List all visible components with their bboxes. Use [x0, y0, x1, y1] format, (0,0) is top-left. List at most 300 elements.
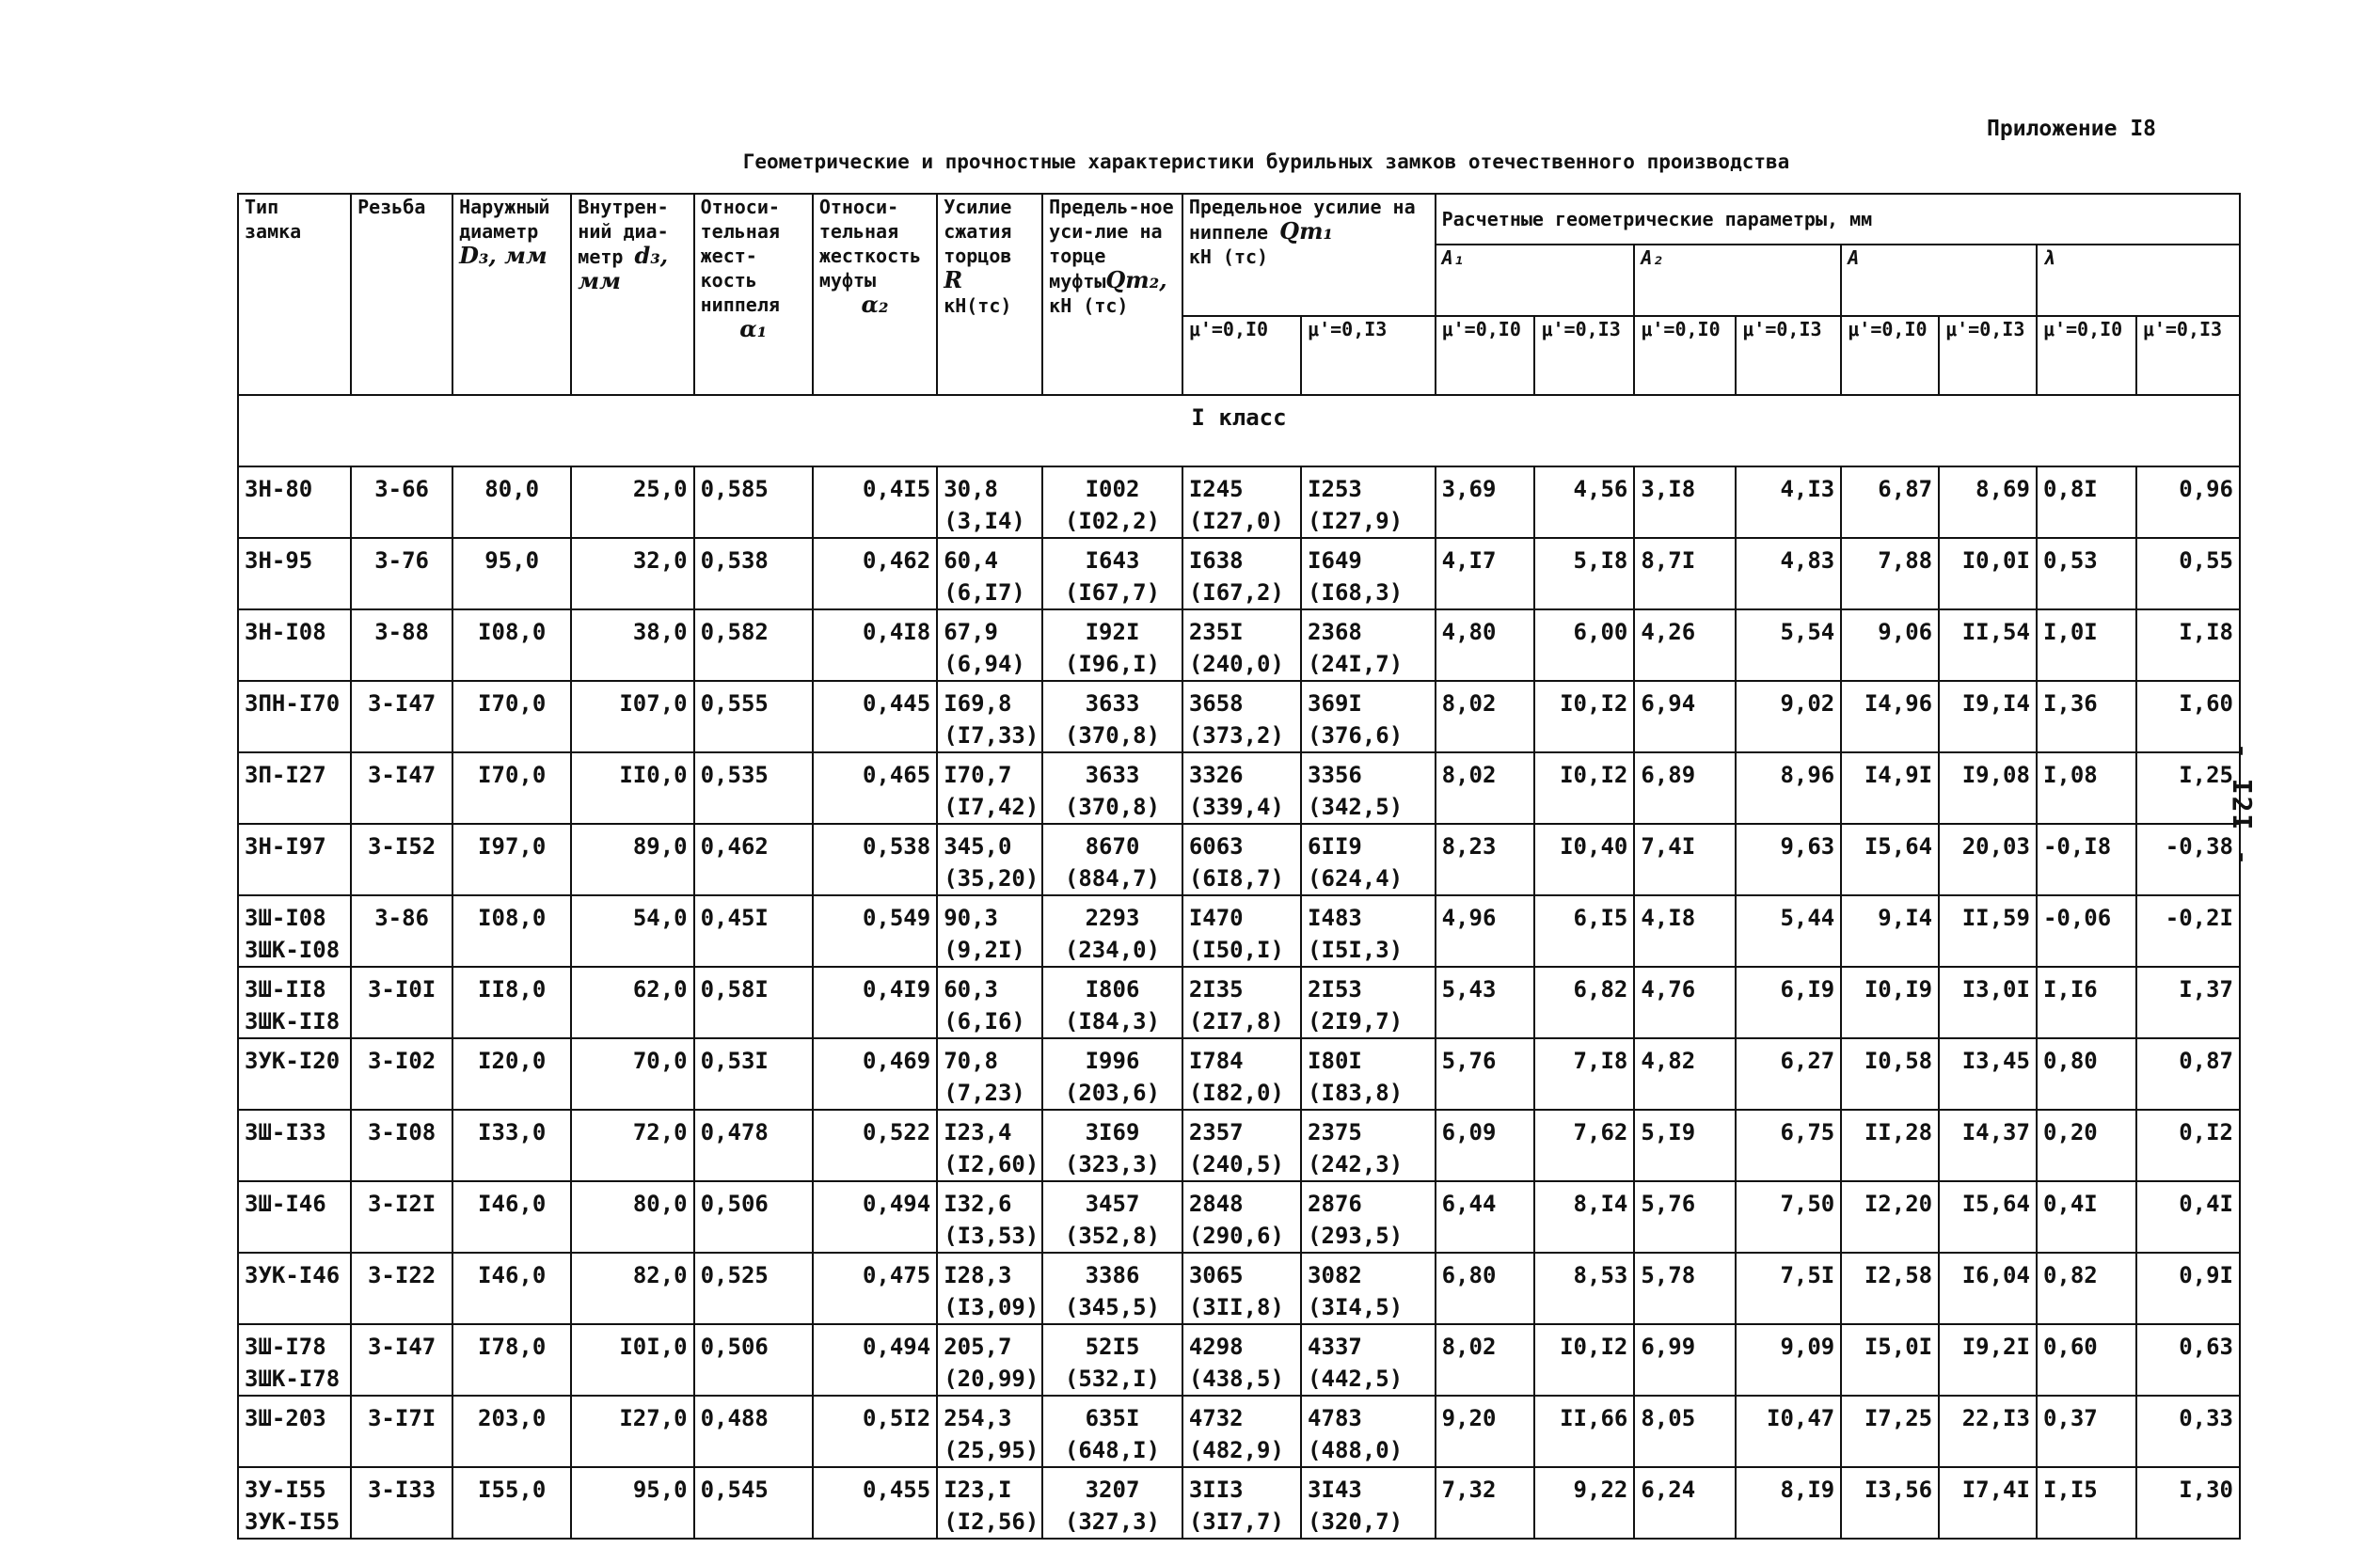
cell-a2-013: [1736, 824, 1841, 895]
cell-alpha2: [813, 967, 937, 1038]
cell-thread: [351, 967, 452, 1038]
cell-alpha1: [694, 1038, 813, 1110]
cell-alpha1: [694, 1110, 813, 1181]
cell-outer-diameter-value: I46,0: [478, 1191, 547, 1217]
cell-a-013-value: I9,I4: [1961, 690, 2030, 717]
cell-alpha1-value: 0,538: [700, 547, 769, 574]
cell-limit-nipple-010-value: 3326: [1188, 762, 1244, 788]
cell-alpha1-value: 0,58I: [700, 976, 769, 1003]
cell-a1-010-value: 4,80: [1441, 619, 1497, 645]
cell-lambda-010: [2037, 1038, 2136, 1110]
cell-a1-013: [1534, 538, 1634, 609]
cell-alpha2-value: 0,4I9: [862, 976, 931, 1003]
cell-limit-coupling-secondary: (370,8): [1064, 722, 1161, 749]
cell-thread-value: З-86: [374, 905, 429, 931]
cell-outer-diameter: [452, 1181, 571, 1253]
cell-a2-010-value: 4,26: [1641, 619, 1696, 645]
cell-a1-010: [1436, 967, 1535, 1038]
cell-limit-nipple-013: [1301, 1467, 1436, 1539]
cell-clamp-force-value: 345,0: [944, 833, 1012, 860]
cell-a2-010-value: 8,7I: [1641, 547, 1696, 574]
cell-alpha1: [694, 1181, 813, 1253]
cell-limit-nipple-010-secondary: (240,5): [1188, 1151, 1284, 1177]
cell-a1-010: [1436, 681, 1535, 752]
cell-lambda-013-value: -0,2I: [2165, 905, 2233, 931]
cell-a2-010-value: 6,24: [1641, 1477, 1696, 1503]
cell-lambda-013: [2136, 1253, 2240, 1324]
cell-type: [238, 1110, 351, 1181]
cell-alpha2: [813, 609, 937, 681]
cell-lambda-013-value: I,I8: [2179, 619, 2233, 645]
cell-alpha2: [813, 538, 937, 609]
cell-a2-013: [1736, 1253, 1841, 1324]
cell-lambda-013-value: I,60: [2179, 690, 2233, 717]
cell-a2-010-value: 6,89: [1641, 762, 1696, 788]
cell-clamp-force: [937, 1181, 1042, 1253]
cell-limit-nipple-010-secondary: (438,5): [1188, 1366, 1284, 1392]
cell-limit-nipple-013-value: 3356: [1308, 762, 1362, 788]
cell-clamp-force-value: 60,3: [944, 976, 998, 1003]
table-row: [238, 895, 2240, 967]
cell-alpha2-value: 0,494: [862, 1191, 931, 1217]
cell-thread-value: З-I33: [367, 1477, 436, 1503]
cell-clamp-force-secondary: (6,I6): [944, 1008, 1025, 1035]
cell-inner-diameter: [571, 1038, 693, 1110]
cell-limit-nipple-010-secondary: (I82,0): [1188, 1080, 1284, 1106]
cell-clamp-force-secondary: (I7,42): [944, 794, 1039, 820]
cell-a-013-value: I3,0I: [1961, 976, 2030, 1003]
cell-type-value: ЗН-95: [245, 547, 313, 574]
cell-a1-010-value: 8,23: [1441, 833, 1497, 860]
cell-lambda-013: [2136, 466, 2240, 538]
cell-type: [238, 1038, 351, 1110]
cell-limit-nipple-013-secondary: (I68,3): [1308, 579, 1404, 606]
cell-limit-coupling-value: I92I: [1085, 619, 1140, 645]
cell-limit-nipple-013-value: I253: [1308, 476, 1362, 502]
cell-a-013-value: II,59: [1961, 905, 2030, 931]
cell-limit-nipple-013-value: 2876: [1308, 1191, 1362, 1217]
cell-outer-diameter: [452, 1110, 571, 1181]
cell-a2-010: [1634, 466, 1736, 538]
cell-lambda-013-value: 0,63: [2179, 1334, 2233, 1360]
cell-limit-coupling: [1042, 895, 1182, 967]
cell-lambda-010-value: 0,8I: [2042, 476, 2098, 502]
cell-a-010: [1841, 1038, 1939, 1110]
cell-a2-010: [1634, 1253, 1736, 1324]
cell-inner-diameter-value: I07,0: [619, 690, 688, 717]
cell-limit-coupling: [1042, 1038, 1182, 1110]
cell-a-013-value: 22,I3: [1961, 1405, 2030, 1431]
cell-outer-diameter-value: 95,0: [484, 547, 540, 574]
cell-type: [238, 1467, 351, 1539]
cell-limit-coupling-value: 52I5: [1085, 1334, 1140, 1360]
table-row: [238, 1181, 2240, 1253]
cell-limit-nipple-013: [1301, 895, 1436, 967]
cell-a1-010-value: 4,I7: [1441, 547, 1497, 574]
cell-a1-013-value: II,66: [1560, 1405, 1628, 1431]
cell-limit-nipple-010-value: I470: [1188, 905, 1244, 931]
cell-clamp-force-secondary: (I3,53): [944, 1223, 1039, 1249]
cell-lambda-010: [2037, 466, 2136, 538]
table-row: [238, 538, 2240, 609]
side-page-number: - I2I -: [2227, 743, 2258, 868]
cell-lambda-013: [2136, 538, 2240, 609]
cell-limit-coupling-value: 8670: [1085, 833, 1140, 860]
cell-thread-value: З-I52: [367, 833, 436, 860]
cell-outer-diameter-value: I97,0: [478, 833, 547, 860]
cell-a1-013-value: 8,53: [1573, 1262, 1628, 1288]
cell-thread-value: З-I7I: [367, 1405, 436, 1431]
cell-a-010: [1841, 681, 1939, 752]
cell-a1-010: [1436, 895, 1535, 967]
cell-alpha2-value: 0,549: [862, 905, 931, 931]
cell-a-010-value: II,28: [1864, 1119, 1933, 1145]
cell-type-value: ЗШ-I08: [245, 905, 326, 931]
cell-lambda-013-value: 0,96: [2179, 476, 2233, 502]
cell-thread: [351, 1396, 452, 1467]
cell-type: [238, 1253, 351, 1324]
cell-limit-coupling-secondary: (532,I): [1064, 1366, 1161, 1392]
cell-limit-nipple-013: [1301, 967, 1436, 1038]
cell-inner-diameter-value: I27,0: [619, 1405, 688, 1431]
cell-type: [238, 609, 351, 681]
cell-limit-coupling-secondary: (I67,7): [1064, 579, 1161, 606]
cell-type-value: ЗПН-I70: [245, 690, 341, 717]
cell-limit-nipple-010: [1182, 1253, 1301, 1324]
cell-inner-diameter: [571, 1110, 693, 1181]
cell-a1-010: [1436, 1038, 1535, 1110]
cell-limit-coupling-value: I643: [1085, 547, 1140, 574]
cell-a1-013: [1534, 1396, 1634, 1467]
cell-a-010-value: 7,88: [1878, 547, 1933, 574]
cell-alpha1: [694, 1324, 813, 1396]
cell-a-010: [1841, 538, 1939, 609]
cell-lambda-010-value: 0,82: [2042, 1262, 2098, 1288]
cell-thread-value: З-I2I: [367, 1191, 436, 1217]
cell-limit-nipple-010: [1182, 1110, 1301, 1181]
cell-a-010: [1841, 967, 1939, 1038]
cell-type: [238, 466, 351, 538]
cell-thread: [351, 824, 452, 895]
cell-limit-coupling-secondary: (I02,2): [1064, 508, 1161, 534]
table-row: [238, 824, 2240, 895]
cell-limit-nipple-013-value: 2375: [1308, 1119, 1362, 1145]
cell-type-value: ЗШ-203: [245, 1405, 326, 1431]
cell-a2-013: [1736, 1396, 1841, 1467]
cell-limit-nipple-010-secondary: (I50,I): [1188, 937, 1284, 963]
cell-limit-coupling-value: 3207: [1085, 1477, 1140, 1503]
cell-limit-coupling: [1042, 1467, 1182, 1539]
cell-a-013: [1939, 1181, 2037, 1253]
cell-a1-013-value: 6,I5: [1573, 905, 1628, 931]
cell-type-value: ЗШ-II8: [245, 976, 326, 1003]
cell-a2-013-value: 7,50: [1780, 1191, 1835, 1217]
cell-clamp-force-value: 254,3: [944, 1405, 1012, 1431]
cell-thread-value: З-66: [374, 476, 429, 502]
cell-outer-diameter-value: II8,0: [478, 976, 547, 1003]
characteristics-table: [237, 193, 2241, 1540]
cell-limit-coupling: [1042, 538, 1182, 609]
cell-inner-diameter: [571, 538, 693, 609]
cell-a-013: [1939, 967, 2037, 1038]
cell-a-013: [1939, 824, 2037, 895]
cell-a2-013-value: 5,44: [1780, 905, 1835, 931]
header-geom-params: Расчетные геометрические параметры, мм: [1436, 194, 2240, 245]
cell-limit-nipple-010-value: 6063: [1188, 833, 1244, 860]
table-row: [238, 1253, 2240, 1324]
cell-inner-diameter: [571, 1253, 693, 1324]
cell-limit-nipple-013-secondary: (488,0): [1308, 1437, 1404, 1463]
header-outer-diameter: Наружный диаметр D₃, мм: [452, 194, 571, 395]
cell-alpha1: [694, 681, 813, 752]
cell-limit-nipple-013: [1301, 466, 1436, 538]
cell-limit-coupling: [1042, 681, 1182, 752]
cell-a-013-value: I0,0I: [1961, 547, 2030, 574]
cell-lambda-010: [2037, 1253, 2136, 1324]
cell-clamp-force-value: 90,3: [944, 905, 998, 931]
cell-limit-coupling-value: 3386: [1085, 1262, 1140, 1288]
cell-outer-diameter-value: I20,0: [478, 1048, 547, 1074]
cell-a2-010-value: 5,78: [1641, 1262, 1696, 1288]
cell-limit-coupling-value: 3I69: [1085, 1119, 1140, 1145]
cell-thread: [351, 895, 452, 967]
cell-clamp-force: [937, 1467, 1042, 1539]
table-row: [238, 681, 2240, 752]
cell-clamp-force-value: I32,6: [944, 1191, 1012, 1217]
cell-clamp-force-value: I28,3: [944, 1262, 1012, 1288]
cell-inner-diameter-value: 70,0: [632, 1048, 688, 1074]
cell-a1-013-value: 7,I8: [1573, 1048, 1628, 1074]
cell-limit-coupling-value: I806: [1085, 976, 1140, 1003]
table-row: [238, 1467, 2240, 1539]
cell-a-010: [1841, 1467, 1939, 1539]
cell-limit-nipple-010-value: 3II3: [1188, 1477, 1244, 1503]
cell-clamp-force-secondary: (9,2I): [944, 937, 1025, 963]
cell-a2-013-value: I0,47: [1767, 1405, 1835, 1431]
cell-lambda-010: [2037, 824, 2136, 895]
cell-a-013: [1939, 752, 2037, 824]
cell-a1-013-value: 9,22: [1573, 1477, 1628, 1503]
cell-thread: [351, 538, 452, 609]
cell-alpha1-value: 0,506: [700, 1334, 769, 1360]
cell-a2-013: [1736, 609, 1841, 681]
cell-lambda-013: [2136, 752, 2240, 824]
header-a-mu-013: μ'=0,I3: [1939, 316, 2037, 395]
cell-limit-nipple-010: [1182, 1038, 1301, 1110]
cell-alpha1: [694, 1253, 813, 1324]
cell-lambda-013-value: 0,9I: [2179, 1262, 2233, 1288]
cell-thread: [351, 1467, 452, 1539]
cell-type-value: ЗН-I97: [245, 833, 326, 860]
cell-limit-coupling-secondary: (327,3): [1064, 1509, 1161, 1535]
cell-a1-010-value: 6,09: [1441, 1119, 1497, 1145]
cell-a-010: [1841, 895, 1939, 967]
cell-thread: [351, 752, 452, 824]
cell-inner-diameter-value: 72,0: [632, 1119, 688, 1145]
cell-inner-diameter-value: 54,0: [632, 905, 688, 931]
cell-type-value: ЗП-I27: [245, 762, 326, 788]
cell-alpha1: [694, 752, 813, 824]
cell-clamp-force-value: I23,4: [944, 1119, 1012, 1145]
cell-a2-013-value: 6,I9: [1780, 976, 1835, 1003]
cell-limit-coupling: [1042, 466, 1182, 538]
cell-alpha1-value: 0,582: [700, 619, 769, 645]
cell-a2-010: [1634, 824, 1736, 895]
cell-a1-010-value: 6,80: [1441, 1262, 1497, 1288]
cell-alpha2: [813, 752, 937, 824]
cell-a1-010-value: 4,96: [1441, 905, 1497, 931]
cell-thread: [351, 1110, 452, 1181]
header-inner-diameter: Внутрен-ний диа-метр d₃, мм: [571, 194, 693, 395]
cell-limit-coupling: [1042, 1110, 1182, 1181]
cell-alpha1-value: 0,525: [700, 1262, 769, 1288]
cell-a1-013: [1534, 967, 1634, 1038]
cell-alpha2: [813, 1038, 937, 1110]
cell-lambda-013: [2136, 1038, 2240, 1110]
cell-limit-nipple-010-secondary: (3II,8): [1188, 1294, 1284, 1320]
table-row: [238, 1324, 2240, 1396]
cell-a1-013-value: I0,40: [1560, 833, 1628, 860]
cell-limit-nipple-013-secondary: (2I9,7): [1308, 1008, 1404, 1035]
cell-a1-010: [1436, 1467, 1535, 1539]
cell-inner-diameter-value: II0,0: [619, 762, 688, 788]
cell-alpha1-value: 0,545: [700, 1477, 769, 1503]
cell-lambda-013: [2136, 1324, 2240, 1396]
cell-type-value: ЗН-80: [245, 476, 313, 502]
cell-a-010: [1841, 1110, 1939, 1181]
cell-outer-diameter-value: I78,0: [478, 1334, 547, 1360]
cell-lambda-013-value: 0,55: [2179, 547, 2233, 574]
cell-a1-010-value: 8,02: [1441, 690, 1497, 717]
cell-limit-nipple-013-secondary: (I83,8): [1308, 1080, 1404, 1106]
cell-limit-nipple-013: [1301, 752, 1436, 824]
cell-limit-coupling-value: 2293: [1085, 905, 1140, 931]
cell-thread: [351, 1253, 452, 1324]
cell-clamp-force-value: 70,8: [944, 1048, 998, 1074]
cell-type-secondary: ЗШК-II8: [245, 1008, 341, 1035]
cell-lambda-010-value: 0,53: [2042, 547, 2098, 574]
cell-clamp-force-secondary: (3,I4): [944, 508, 1025, 534]
cell-limit-nipple-013-value: 2I53: [1308, 976, 1362, 1003]
cell-a-010: [1841, 1253, 1939, 1324]
cell-outer-diameter: [452, 609, 571, 681]
cell-a1-010: [1436, 1324, 1535, 1396]
cell-limit-nipple-013-secondary: (342,5): [1308, 794, 1404, 820]
cell-limit-nipple-013-value: 2368: [1308, 619, 1362, 645]
cell-thread: [351, 466, 452, 538]
cell-lambda-010: [2037, 681, 2136, 752]
cell-alpha1: [694, 895, 813, 967]
cell-clamp-force-value: I69,8: [944, 690, 1012, 717]
cell-limit-nipple-010-secondary: (240,0): [1188, 651, 1284, 677]
cell-a-013: [1939, 1038, 2037, 1110]
cell-a-010: [1841, 1181, 1939, 1253]
cell-limit-nipple-013-value: 4337: [1308, 1334, 1362, 1360]
cell-type: [238, 681, 351, 752]
cell-limit-nipple-013-secondary: (24I,7): [1308, 651, 1404, 677]
cell-limit-coupling: [1042, 752, 1182, 824]
cell-alpha1-value: 0,488: [700, 1405, 769, 1431]
cell-lambda-013: [2136, 967, 2240, 1038]
cell-a2-010: [1634, 752, 1736, 824]
cell-lambda-013-value: 0,87: [2179, 1048, 2233, 1074]
cell-a-010-value: 9,I4: [1878, 905, 1933, 931]
table-row: [238, 752, 2240, 824]
cell-alpha1-value: 0,53I: [700, 1048, 769, 1074]
cell-limit-nipple-010: [1182, 609, 1301, 681]
cell-lambda-013: [2136, 1396, 2240, 1467]
cell-a-010-value: I2,58: [1864, 1262, 1933, 1288]
header-A: A: [1841, 245, 2037, 316]
cell-limit-nipple-010-value: I638: [1188, 547, 1244, 574]
cell-alpha2: [813, 895, 937, 967]
cell-alpha2: [813, 1396, 937, 1467]
cell-outer-diameter: [452, 1467, 571, 1539]
cell-limit-nipple-013-secondary: (I5I,3): [1308, 937, 1404, 963]
cell-limit-nipple-010-value: 2357: [1188, 1119, 1244, 1145]
cell-lambda-013-value: -0,38: [2165, 833, 2233, 860]
cell-a1-010-value: 6,44: [1441, 1191, 1497, 1217]
cell-lambda-010-value: -0,I8: [2042, 833, 2112, 860]
cell-limit-nipple-010-secondary: (339,4): [1188, 794, 1284, 820]
header-limit-force-nipple: Предельное усилие на ниппеле Qт₁ кН (тс): [1182, 194, 1436, 316]
cell-a2-010-value: 6,94: [1641, 690, 1696, 717]
cell-limit-nipple-010-secondary: (482,9): [1188, 1437, 1284, 1463]
cell-limit-coupling-value: 635I: [1085, 1405, 1140, 1431]
header-lambda-mu-010: μ'=0,I0: [2037, 316, 2136, 395]
cell-a2-010: [1634, 1110, 1736, 1181]
cell-thread: [351, 609, 452, 681]
cell-thread: [351, 1324, 452, 1396]
page-title: Геометрические и прочностные характеристики бурильных замков отечественного производства: [742, 150, 1790, 173]
cell-a1-013: [1534, 895, 1634, 967]
cell-lambda-013: [2136, 1181, 2240, 1253]
cell-limit-coupling-secondary: (I84,3): [1064, 1008, 1161, 1035]
cell-alpha1-value: 0,45I: [700, 905, 769, 931]
cell-alpha2: [813, 1110, 937, 1181]
cell-limit-nipple-010-value: 4732: [1188, 1405, 1244, 1431]
cell-outer-diameter-value: I70,0: [478, 762, 547, 788]
cell-a-013-value: I7,4I: [1961, 1477, 2030, 1503]
cell-alpha2: [813, 824, 937, 895]
cell-clamp-force-secondary: (25,95): [944, 1437, 1039, 1463]
cell-limit-nipple-010-value: 235I: [1188, 619, 1244, 645]
cell-a-013: [1939, 1253, 2037, 1324]
cell-a1-010-value: 7,32: [1441, 1477, 1497, 1503]
cell-alpha2-value: 0,522: [862, 1119, 931, 1145]
cell-a2-013: [1736, 681, 1841, 752]
cell-type-value: ЗШ-I33: [245, 1119, 326, 1145]
cell-a2-013-value: 6,75: [1780, 1119, 1835, 1145]
cell-clamp-force-secondary: (20,99): [944, 1366, 1039, 1392]
cell-type-value: ЗУ-I55: [245, 1477, 326, 1503]
table-row: [238, 967, 2240, 1038]
cell-limit-nipple-010: [1182, 967, 1301, 1038]
cell-type-value: ЗУК-I46: [245, 1262, 341, 1288]
class-label: I класс: [238, 395, 2240, 466]
cell-lambda-010: [2037, 538, 2136, 609]
cell-inner-diameter-value: 38,0: [632, 619, 688, 645]
cell-lambda-010-value: I,I5: [2042, 1477, 2098, 1503]
cell-a1-013-value: 5,I8: [1573, 547, 1628, 574]
cell-type-secondary: ЗУК-I55: [245, 1509, 341, 1535]
cell-a2-010: [1634, 681, 1736, 752]
cell-limit-coupling-value: 3633: [1085, 762, 1140, 788]
cell-alpha2-value: 0,462: [862, 547, 931, 574]
cell-lambda-010-value: 0,60: [2042, 1334, 2098, 1360]
cell-outer-diameter: [452, 1253, 571, 1324]
cell-limit-coupling-secondary: (I96,I): [1064, 651, 1161, 677]
